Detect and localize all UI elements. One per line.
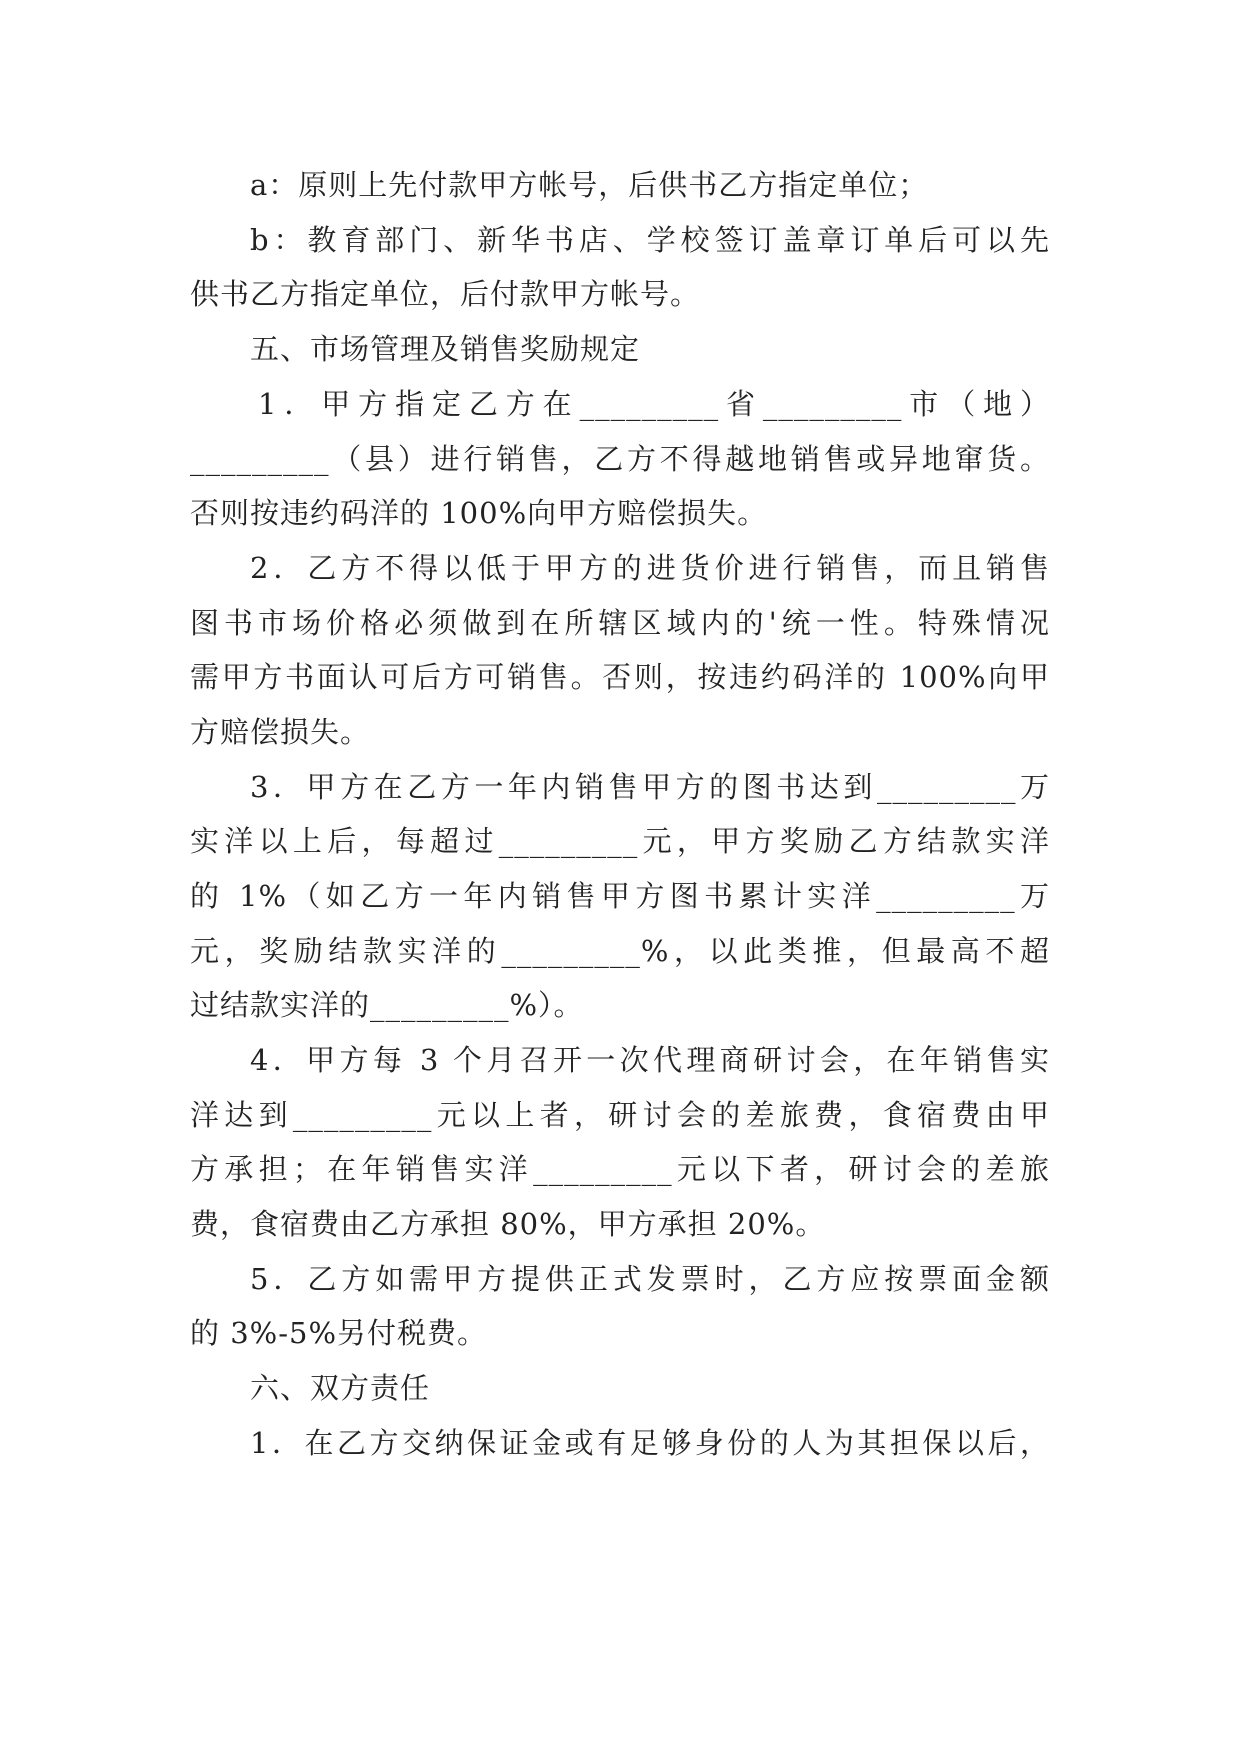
- item-5-line-1: 5．乙方如需甲方提供正式发票时，乙方应按票面金额: [250, 1262, 1050, 1296]
- clause-b-line-2: 供书乙方指定单位，后付款甲方帐号。: [190, 277, 701, 311]
- item-4-line-3: 方承担；在年销售实洋_________元以下者，研讨会的差旅: [190, 1152, 1050, 1186]
- section-five-heading: 五、市场管理及销售奖励规定: [250, 332, 641, 366]
- responsibility-item-1-line-1: 1．在乙方交纳保证金或有足够身份的人为其担保以后，: [250, 1426, 1050, 1460]
- item-3-line-1: 3．甲方在乙方一年内销售甲方的图书达到_________万: [250, 770, 1050, 804]
- item-4-line-4: 费，食宿费由乙方承担 80%，甲方承担 20%。: [190, 1207, 826, 1241]
- item-4-line-2: 洋达到_________元以上者，研讨会的差旅费，食宿费由甲: [190, 1098, 1050, 1132]
- item-3-line-5: 过结款实洋的_________%）。: [190, 988, 584, 1022]
- clause-a-line: a：原则上先付款甲方帐号，后供书乙方指定单位；: [250, 168, 929, 202]
- item-2-line-4: 方赔偿损失。: [190, 715, 371, 749]
- item-1-line-3: 否则按违约码洋的 100%向甲方赔偿损失。: [190, 496, 768, 530]
- item-3-line-2: 实洋以上后，每超过_________元，甲方奖励乙方结款实洋: [190, 824, 1050, 858]
- item-5-line-2: 的 3%-5%另付税费。: [190, 1316, 488, 1350]
- section-six-heading: 六、双方责任: [250, 1371, 431, 1405]
- item-1-line-2: _________（县）进行销售，乙方不得越地销售或异地窜货。: [190, 442, 1050, 476]
- item-1-line-1: 1．甲方指定乙方在_________省_________市（地）: [258, 387, 1050, 421]
- item-2-line-3: 需甲方书面认可后方可销售。否则，按违约码洋的 100%向甲: [190, 660, 1050, 694]
- item-2-line-1: 2．乙方不得以低于甲方的进货价进行销售，而且销售: [250, 551, 1050, 585]
- item-4-line-1: 4．甲方每 3 个月召开一次代理商研讨会，在年销售实: [250, 1043, 1050, 1077]
- item-3-line-3: 的 1%（如乙方一年内销售甲方图书累计实洋_________万: [190, 879, 1050, 913]
- clause-b-line-1: b：教育部门、新华书店、学校签订盖章订单后可以先: [250, 223, 1050, 257]
- item-3-line-4: 元，奖励结款实洋的_________%，以此类推，但最高不超: [190, 934, 1050, 968]
- item-2-line-2: 图书市场价格必须做到在所辖区域内的'统一性。特殊情况: [190, 606, 1050, 640]
